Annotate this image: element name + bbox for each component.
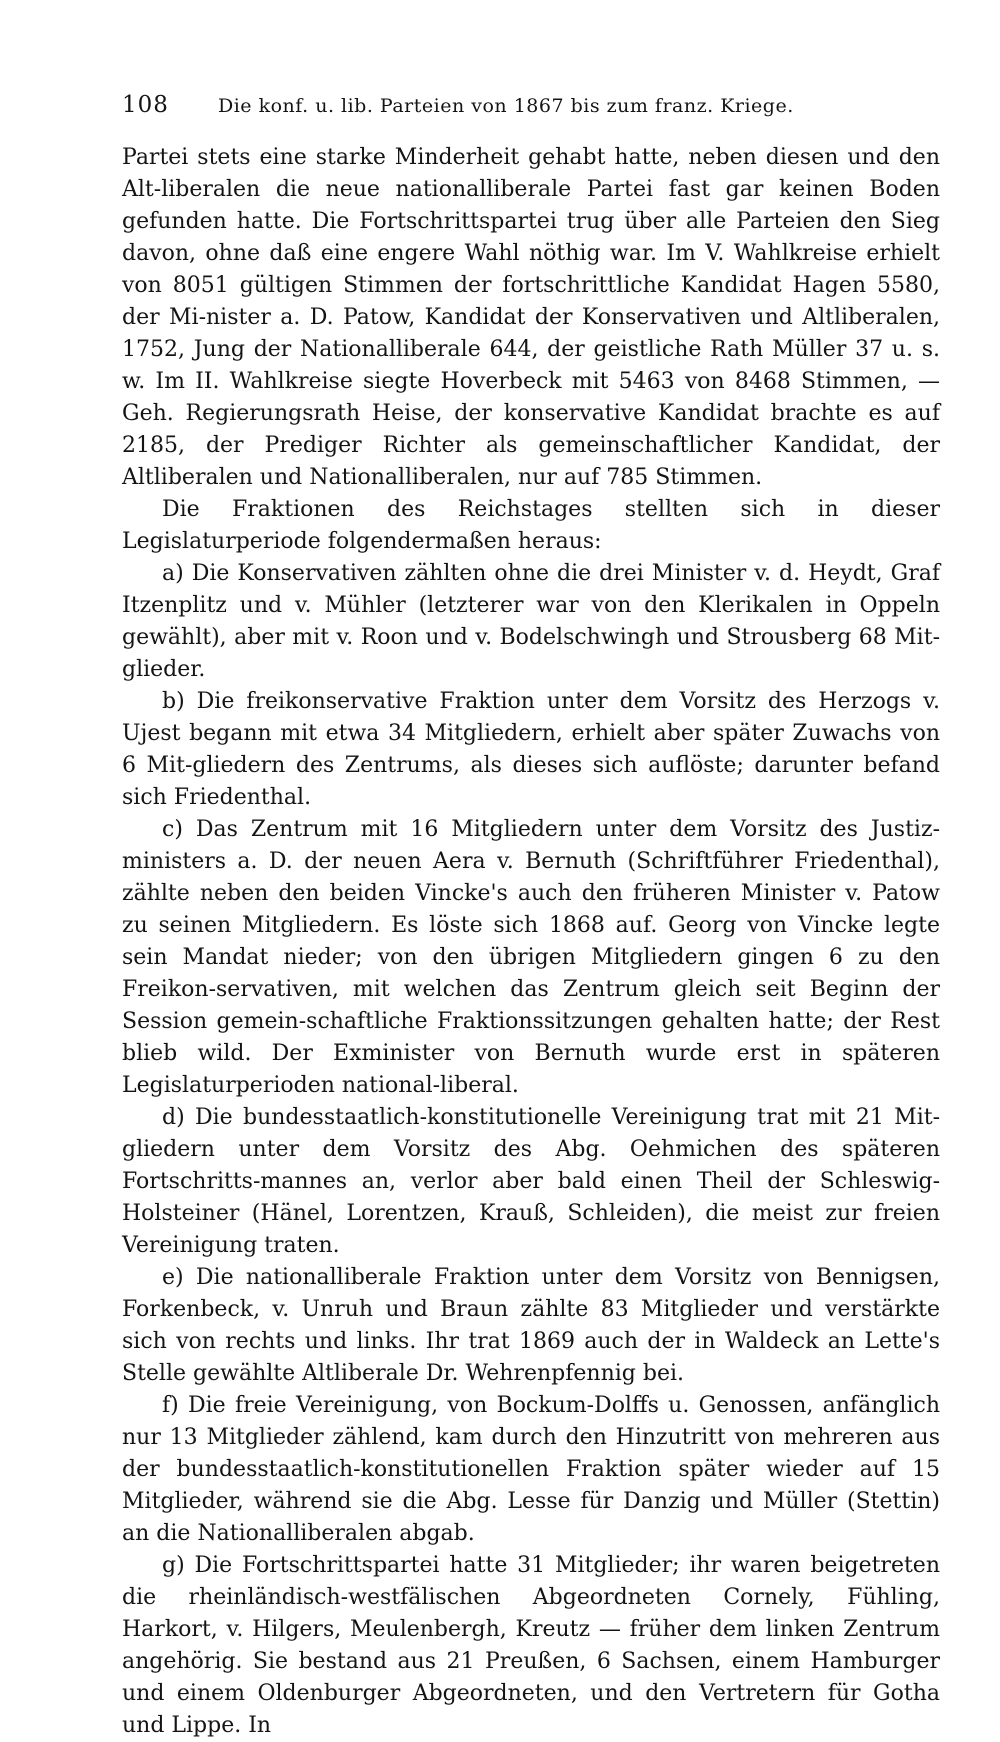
paragraph-item-b: b) Die freikonservative Fraktion unter dem Vorsitz des Herzogs v. Ujest begann mit etwa 34 Mitgliedern, erhielt aber später Zuwachs von 6 Mit-gliedern des Zentrums, als dieses sich auflöste; darunter befand sich Friedenthal. xyxy=(122,689,940,810)
paragraph-item-g: g) Die Fortschrittspartei hatte 31 Mitglieder; ihr waren beigetreten die rheinländisch-westfälischen Abgeordneten Cornely, Fühling, Harkort, v. Hilgers, Meulenbergh, Kreutz — früher dem linken Zentrum angehörig. Sie bestand aus 21 Preußen, 6 Sachsen, einem Hamburger und einem Oldenburger Abgeordneten, und den Vertretern für Gotha und Lippe. In xyxy=(122,1553,940,1738)
page-number: 108 xyxy=(122,92,169,118)
paragraph-item-f: f) Die freie Vereinigung, von Bockum-Dolffs u. Genossen, anfänglich nur 13 Mitglieder zählend, kam durch den Hinzutritt von mehreren aus der bundesstaatlich-konstitutionellen Fraktion später wieder auf 15 Mitglieder, während sie die Abg. Lesse für Danzig und Müller (Stettin) an die Nationalliberalen abgab. xyxy=(122,1393,940,1546)
paragraph-item-d: d) Die bundesstaatlich-konstitutionelle Vereinigung trat mit 21 Mit-gliedern unter dem Vorsitz des Abg. Oehmichen des späteren Fortschritts-mannes an, verlor aber bald einen Theil der Schleswig-Holsteiner (Hänel, Lorentzen, Krauß, Schleiden), die meist zur freien Vereinigung traten. xyxy=(122,1105,940,1258)
paragraph-item-e: e) Die nationalliberale Fraktion unter dem Vorsitz von Bennigsen, Forkenbeck, v. Unruh und Braun zählte 83 Mitglieder und verstärkte sich von rechts und links. Ihr trat 1869 auch der in Waldeck an Lette's Stelle gewählte Altliberale Dr. Wehrenpfennig bei. xyxy=(122,1265,940,1386)
body-text xyxy=(122,142,940,1742)
paragraph-continuation: Partei stets eine starke Minderheit gehabt hatte, neben diesen und den Alt-liberalen die neue nationalliberale Partei fast gar keinen Boden gefunden hatte. Die Fortschrittspartei trug über alle Parteien den Sieg davon, ohne daß eine engere Wahl nöthig war. Im V. Wahlkreise erhielt von 8051 gültigen Stimmen der fortschrittliche Kandidat Hagen 5580, der Mi-nister a. D. Patow, Kandidat der Konservativen und Altliberalen, 1752, Jung der Nationalliberale 644, der geistliche Rath Müller 37 u. s. w. Im II. Wahlkreise siegte Hoverbeck mit 5463 von 8468 Stimmen, — Geh. Regierungsrath Heise, der konservative Kandidat brachte es auf 2185, der Prediger Richter als gemeinschaftlicher Kandidat, der Altliberalen und Nationalliberalen, nur auf 785 Stimmen. xyxy=(122,145,940,490)
paragraph-item-a: a) Die Konservativen zählten ohne die drei Minister v. d. Heydt, Graf Itzenplitz und v. Mühler (letzterer war von den Klerikalen in Oppeln gewählt), aber mit v. Roon und v. Bodelschwingh und Strousberg 68 Mit-glieder. xyxy=(122,561,940,682)
page-header xyxy=(122,92,940,126)
paragraph-item-c: c) Das Zentrum mit 16 Mitgliedern unter dem Vorsitz des Justiz-ministers a. D. der neuen Aera v. Bernuth (Schriftführer Friedenthal), zählte neben den beiden Vincke's auch den früheren Minister v. Patow zu seinen Mitgliedern. Es löste sich 1868 auf. Georg von Vincke legte sein Mandat nieder; von den übrigen Mitgliedern gingen 6 zu den Freikon-servativen, mit welchen das Zentrum gleich seit Beginn der Session gemein-schaftliche Fraktionssitzungen gehalten hatte; der Rest blieb wild. Der Exminister von Bernuth wurde erst in späteren Legislaturperioden national-liberal. xyxy=(122,817,940,1098)
running-title: Die konf. u. lib. Parteien von 1867 bis zum franz. Kriege. xyxy=(218,95,794,117)
paragraph-fraktionen-intro: Die Fraktionen des Reichstages stellten sich in dieser Legislaturperiode folgendermaßen heraus: xyxy=(122,497,940,554)
